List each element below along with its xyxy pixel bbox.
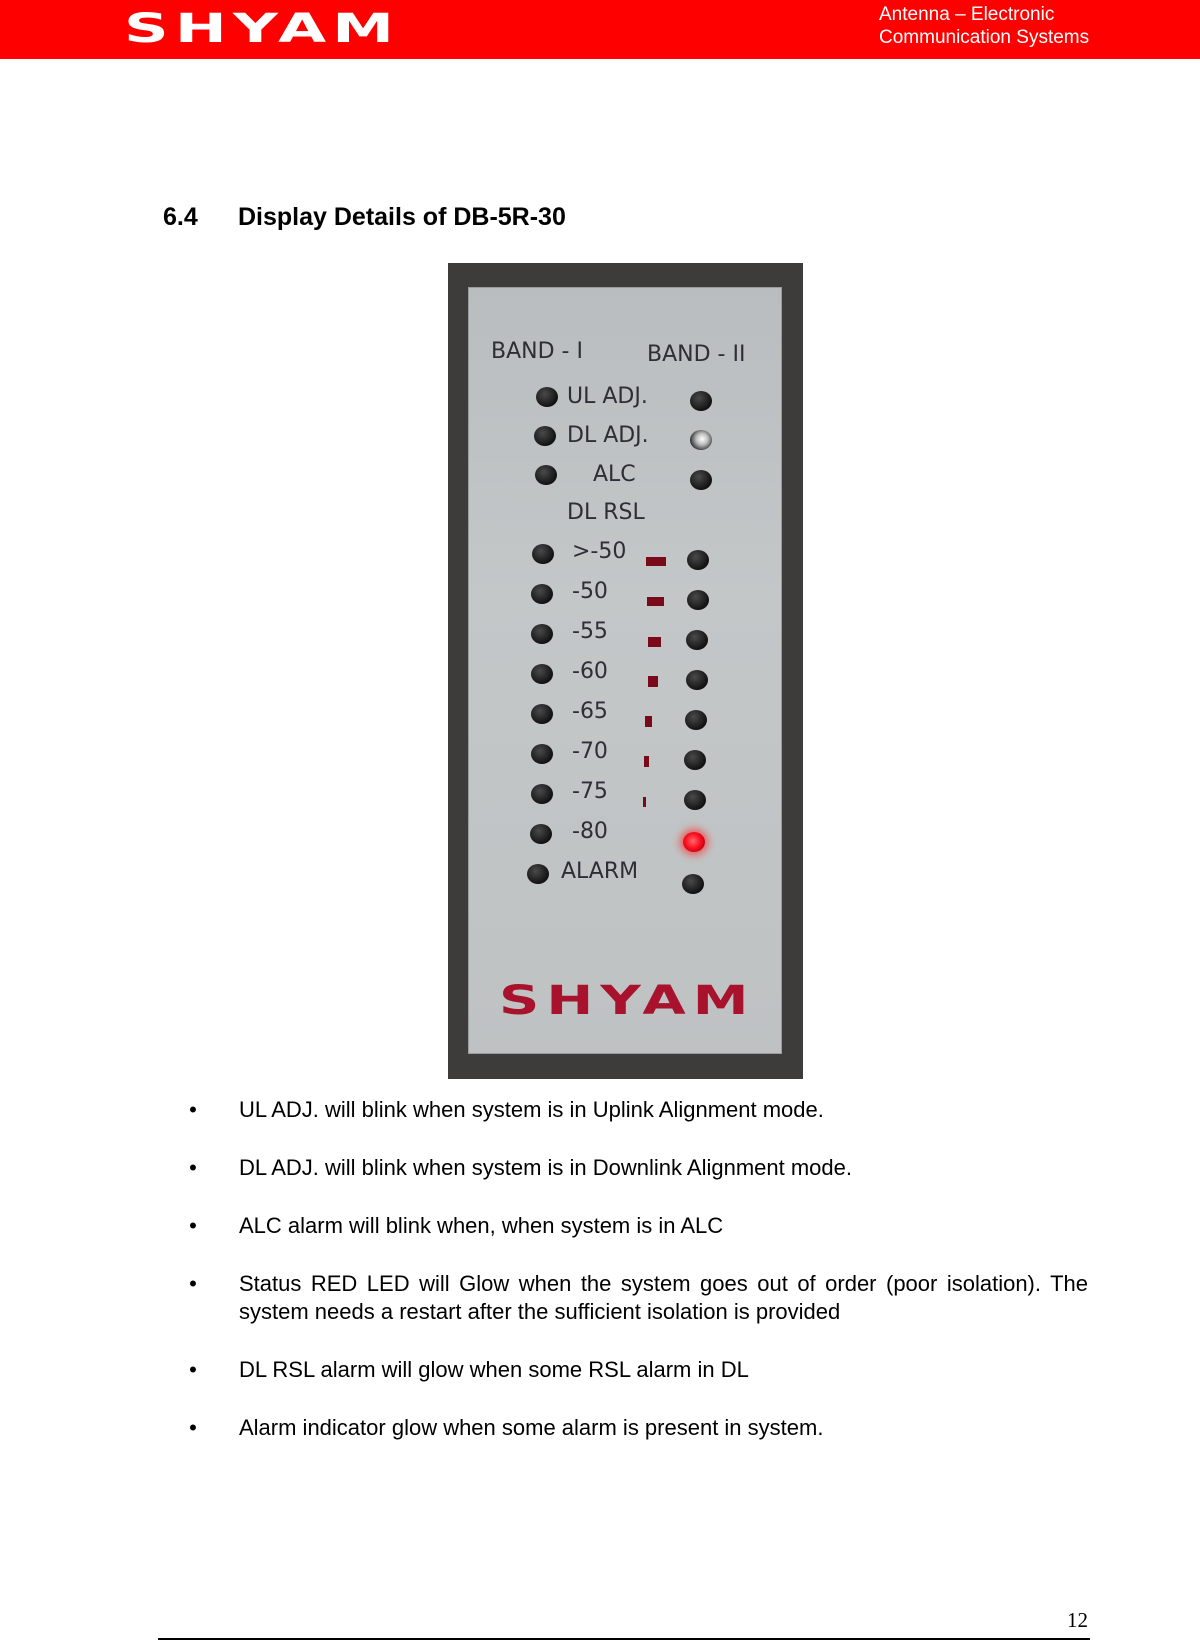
header-tagline <box>879 3 1089 49</box>
band1-rsl-led-7 <box>531 784 553 804</box>
band-1-label: BAND - I <box>491 339 583 364</box>
list-item <box>183 1414 1088 1442</box>
rsl-label-2: -50 <box>572 579 608 604</box>
bullet-symbol: • <box>189 1415 197 1440</box>
band-2-label: BAND - II <box>647 342 746 367</box>
tagline-line-2: Communication Systems <box>879 27 1090 48</box>
section-title: Display Details of DB-5R-30 <box>238 203 566 231</box>
rsl-bar-3 <box>648 637 661 647</box>
section-heading <box>163 203 566 232</box>
list-item-text: Alarm indicator glow when some alarm is present in system. <box>239 1415 824 1440</box>
rsl-label-6: -70 <box>572 739 608 764</box>
band1-rsl-led-3 <box>531 624 553 644</box>
rsl-label-4: -60 <box>572 659 608 684</box>
band1-ul-adj-led <box>536 387 558 407</box>
rsl-label-3: -55 <box>572 619 608 644</box>
list-item <box>183 1096 1088 1124</box>
dl-rsl-label: DL RSL <box>567 500 645 525</box>
list-item <box>183 1212 1088 1240</box>
description-list <box>183 1096 1088 1472</box>
page-number: 12 <box>1067 1608 1088 1632</box>
band1-rsl-led-2 <box>531 584 553 604</box>
company-logo: SHYAM <box>124 6 401 52</box>
bullet-symbol: • <box>189 1271 197 1296</box>
list-item <box>183 1270 1088 1326</box>
band2-dl-adj-led <box>690 430 712 450</box>
section-number: 6.4 <box>163 203 198 231</box>
display-panel <box>468 287 782 1054</box>
list-item <box>183 1154 1088 1182</box>
band1-rsl-led-5 <box>531 704 553 724</box>
rsl-label-7: -75 <box>572 779 608 804</box>
band2-rsl-led-4 <box>686 670 708 690</box>
rsl-bar-4 <box>648 676 658 687</box>
bullet-symbol: • <box>189 1357 197 1382</box>
bullet-symbol: • <box>189 1097 197 1122</box>
band1-rsl-led-6 <box>531 744 553 764</box>
band1-dl-adj-led <box>534 426 556 446</box>
dl-adj-label: DL ADJ. <box>567 423 649 448</box>
rsl-bar-6 <box>644 756 649 767</box>
band1-rsl-led-1 <box>532 544 554 564</box>
rsl-bar-2 <box>647 597 664 606</box>
rsl-bar-1 <box>646 557 666 566</box>
rsl-bar-7 <box>643 797 646 807</box>
band2-ul-adj-led <box>690 391 712 411</box>
band2-rsl-led-6 <box>684 750 706 770</box>
footer-rule <box>158 1638 1090 1640</box>
bullet-symbol: • <box>189 1213 197 1238</box>
band2-rsl-led-8-lit <box>683 832 705 852</box>
tagline-line-1: Antenna – Electronic <box>879 4 1055 25</box>
band2-rsl-led-5 <box>685 710 707 730</box>
rsl-label-1: >-50 <box>572 539 627 564</box>
band2-rsl-led-3 <box>686 630 708 650</box>
band2-rsl-led-2 <box>687 590 709 610</box>
list-item-text: Status RED LED will Glow when the system goes out of order (poor isolation). The system needs a restart after the sufficient isolation is provided <box>239 1271 1088 1324</box>
ul-adj-label: UL ADJ. <box>567 384 648 409</box>
band1-alarm-led <box>527 864 549 884</box>
band2-rsl-led-7 <box>684 790 706 810</box>
band2-rsl-led-1 <box>687 550 709 570</box>
list-item <box>183 1356 1088 1384</box>
band1-alc-led <box>535 465 557 485</box>
band2-alarm-led <box>682 874 704 894</box>
band2-alc-led <box>690 470 712 490</box>
list-item-text: UL ADJ. will blink when system is in Uplink Alignment mode. <box>239 1097 824 1122</box>
rsl-bar-5 <box>645 716 652 727</box>
band1-rsl-led-4 <box>531 664 553 684</box>
list-item-text: DL RSL alarm will glow when some RSL alarm in DL <box>239 1357 749 1382</box>
list-item-text: ALC alarm will blink when, when system is in ALC <box>239 1213 724 1238</box>
band1-rsl-led-8 <box>530 824 552 844</box>
rsl-label-5: -65 <box>572 699 608 724</box>
list-item-text: DL ADJ. will blink when system is in Downlink Alignment mode. <box>239 1155 852 1180</box>
alarm-label: ALARM <box>561 859 639 884</box>
panel-logo: SHYAM <box>499 978 756 1024</box>
alc-label: ALC <box>593 462 636 487</box>
page-header <box>0 0 1200 59</box>
rsl-label-8: -80 <box>572 819 608 844</box>
bullet-symbol: • <box>189 1155 197 1180</box>
device-display-photo <box>448 263 803 1079</box>
